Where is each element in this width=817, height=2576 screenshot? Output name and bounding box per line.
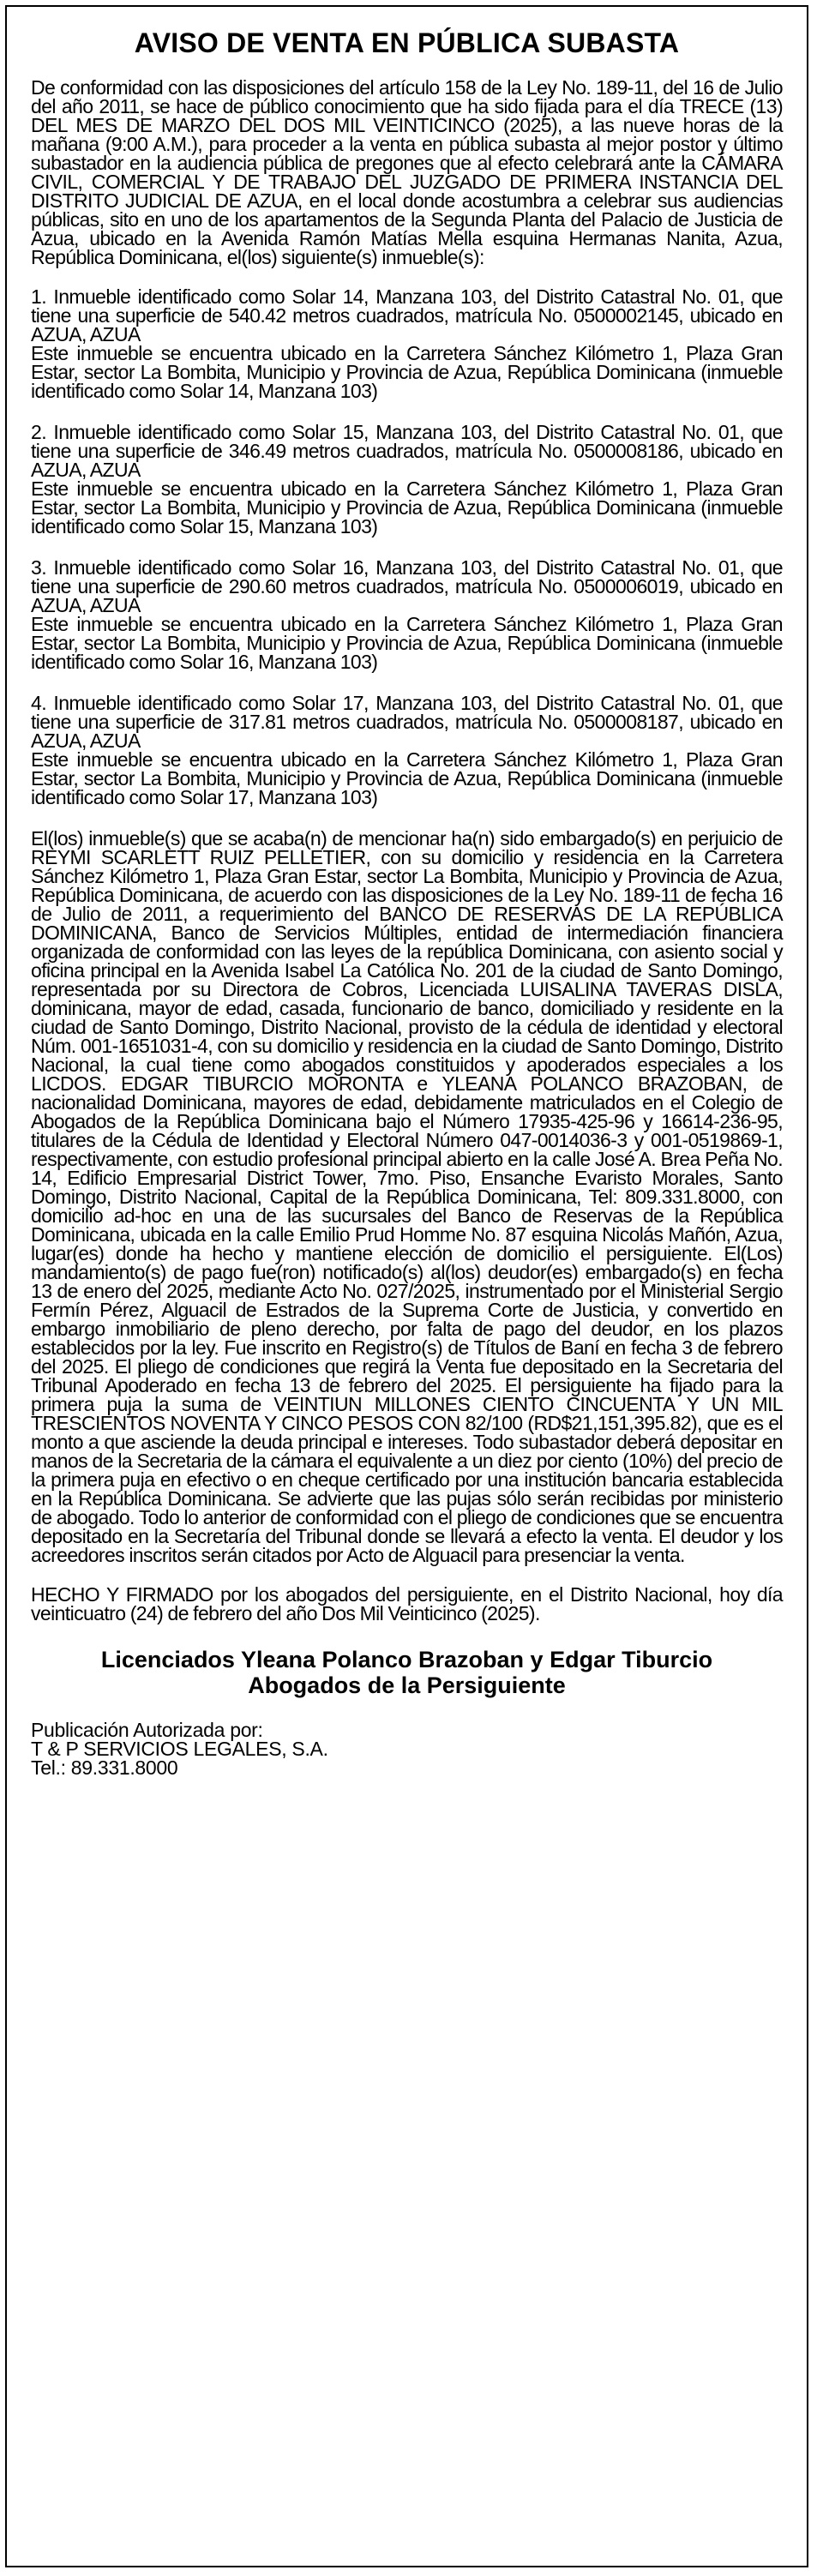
property-description: 2. Inmueble identificado como Solar 15, Manzana 103, del Distrito Catastral No. 01, que tiene una superficie de 346.49 metros cuadrados, matrícula No. 0500008186, ubicado en AZUA, AZUA [31,421,783,481]
property-description: 1. Inmueble identificado como Solar 14, Manzana 103, del Distrito Catastral No. 01, que tiene una superficie de 540.42 metros cuadrados, matrícula No. 0500002145, ubicado en AZUA, AZUA [31,285,783,345]
property-item [31,287,783,400]
signature-block [31,1647,783,1698]
property-item [31,558,783,671]
property-item [31,423,783,536]
property-location: Este inmueble se encuentra ubicado en la Carretera Sánchez Kilómetro 1, Plaza Gran Estar, sector La Bombita, Municipio y Provincia de Azua, República Dominicana (inmueble identificado como Solar 14, Manzana 103) [31,342,783,402]
publisher-name: T & P SERVICIOS LEGALES, S.A. [31,1738,328,1760]
closing-paragraph: HECHO Y FIRMADO por los abogados del persiguiente, en el Distrito Nacional, hoy día veinticuatro (24) de febrero del año Dos Mil Veinticinco (2025). [31,1583,783,1624]
notice-title: AVISO DE VENTA EN PÚBLICA SUBASTA [134,27,680,58]
property-location: Este inmueble se encuentra ubicado en la Carretera Sánchez Kilómetro 1, Plaza Gran Estar, sector La Bombita, Municipio y Provincia de Azua, República Dominicana (inmueble identificado como Solar 15, Manzana 103) [31,477,783,537]
property-item [31,694,783,807]
intro-paragraph: De conformidad con las disposiciones del artículo 158 de la Ley No. 189-11, del 16 de Julio del año 2011, se hace de público conocimiento que ha sido fijada para el día TRECE (13) DEL MES DE MARZO DEL DOS MIL VEINTICINCO (2025), a las nueve horas de la mañana (9:00 A.M.), para proceder a la venta en pública subasta al mejor postor y último subastador en la audiencia pública de pregones que al efecto celebrará ante la CÁMARA CIVIL, COMERCIAL Y DE TRABAJO DEL JUZGADO DE PRIMERA INSTANCIA DEL DISTRITO JUDICIAL DE AZUA, en el local donde acostumbra a celebrar sus audiencias públicas, sito en uno de los apartamentos de la Segunda Planta del Palacio de Justicia de Azua, ubicado en la Avenida Ramón Matías Mella esquina Hermanas Nanita, Azua, República Dominicana, el(los) siguiente(s) inmueble(s): [31,76,783,268]
property-location: Este inmueble se encuentra ubicado en la Carretera Sánchez Kilómetro 1, Plaza Gran Estar, sector La Bombita, Municipio y Provincia de Azua, República Dominicana (inmueble identificado como Solar 17, Manzana 103) [31,748,783,808]
publication-label: Publicación Autorizada por: [31,1719,263,1741]
body-paragraph: El(los) inmueble(s) que se acaba(n) de mencionar ha(n) sido embargado(s) en perjuicio de REYMI SCARLETT RUIZ PELLETIER, con su domicilio y residencia en la Carretera Sánchez Kilómetro 1, Plaza Gran Estar, sector La Bombita, Municipio y Provincia de Azua, República Dominicana, de acuerdo con las disposiciones de la Ley No. 189-11 de fecha 16 de Julio de 2011, a requerimiento del BANCO DE RESERVAS DE LA REPÚBLICA DOMINICANA, Banco de Servicios Múltiples, entidad de intermediación financiera organizada de conformidad con las leyes de la república Dominicana, con asiento social y oficina principal en la Avenida Isabel La Católica No. 201 de la ciudad de Santo Domingo, representada por su Directora de Cobros, Licenciada LUISALINA TAVERAS DISLA, dominicana, mayor de edad, casada, funcionario de banco, domiciliado y residente en la ciudad de Santo Domingo, Distrito Nacional, provisto de la cédula de identidad y electoral Núm. 001-1651031-4, con su domicilio y residencia en la ciudad de Santo Domingo, Distrito Nacional, la cual tiene como abogados constituidos y apoderados especiales a los LICDOS. EDGAR TIBURCIO MORONTA e YLEANA POLANCO BRAZOBAN, de nacionalidad Dominicana, mayores de edad, debidamente matriculados en el Colegio de Abogados de la República Dominicana bajo el Número 17935-425-96 y 16614-236-95, titulares de la Cédula de Identidad y Electoral Número 047-0014036-3 y 001-0519869-1, respectivamente, con estudio profesional principal abierto en la calle José A. Brea Peña No. 14, Edificio Empresarial District Tower, 7mo. Piso, Ensanche Evaristo Morales, Santo Domingo, Distrito Nacional, Capital de la República Dominicana, Tel: 809.331.8000, con domicilio ad-hoc en una de las sucursales del Banco de Reservas de la República Dominicana, ubicada en la calle Emilio Prud Homme No. 87 esquina Nicolás Mañón, Azua, lugar(es) donde ha hecho y mantiene elección de domicilio el persiguiente. El(Los) mandamiento(s) de pago fue(ron) notificado(s) al(los) deudor(es) embargado(s) en fecha 13 de enero del 2025, mediante Acto No. 027/2025, instrumentado por el Ministerial Sergio Fermín Pérez, Alguacil de Estrados de la Suprema Corte de Justicia, y convertido en embargo inmobiliario de pleno derecho, por falta de pago del deudor, en los plazos establecidos por la ley. Fue inscrito en Registro(s) de Títulos de Baní en fecha 3 de febrero del 2025. El pliego de condiciones que regirá la Venta fue depositado en la Secretaria del Tribunal Apoderado en fecha 13 de febrero del 2025. El persiguiente ha fijado para la primera puja la suma de VEINTIUN MILLONES CIENTO CINCUENTA Y UN MIL TRESCIENTOS NOVENTA Y CINCO PESOS CON 82/100 (RD$21,151,395.82), que es el monto a que asciende la deuda principal e intereses. Todo subastador deberá depositar en manos de la Secretaria de la cámara el equivalente a un diez por ciento (10%) del precio de la primera puja en efectivo o en cheque certificado por una institución bancaria establecida en la República Dominicana. Se advierte que las pujas sólo serán recibidas por ministerio de abogado. Todo lo anterior de conformidad con el pliego de condiciones que se encuentra depositado en la Secretaría del Tribunal donde se llevará a efecto la venta. El deudor y los acreedores inscritos serán citados por Acto de Alguacil para presenciar la venta. [31,827,783,1566]
property-description: 3. Inmueble identificado como Solar 16, Manzana 103, del Distrito Catastral No. 01, que tiene una superficie de 290.60 metros cuadrados, matrícula No. 0500006019, ubicado en AZUA, AZUA [31,556,783,616]
publisher-phone: Tel.: 89.331.8000 [31,1756,178,1779]
auction-notice [5,5,808,2567]
property-location: Este inmueble se encuentra ubicado en la Carretera Sánchez Kilómetro 1, Plaza Gran Estar, sector La Bombita, Municipio y Provincia de Azua, República Dominicana (inmueble identificado como Solar 16, Manzana 103) [31,613,783,673]
signature-names: Licenciados Yleana Polanco Brazoban y Edgar Tiburcio [100,1647,713,1672]
property-description: 4. Inmueble identificado como Solar 17, Manzana 103, del Distrito Catastral No. 01, que tiene una superficie de 317.81 metros cuadrados, matrícula No. 0500008187, ubicado en AZUA, AZUA [31,692,783,752]
signature-role: Abogados de la Persiguiente [248,1672,566,1698]
publication-info [31,1720,783,1777]
